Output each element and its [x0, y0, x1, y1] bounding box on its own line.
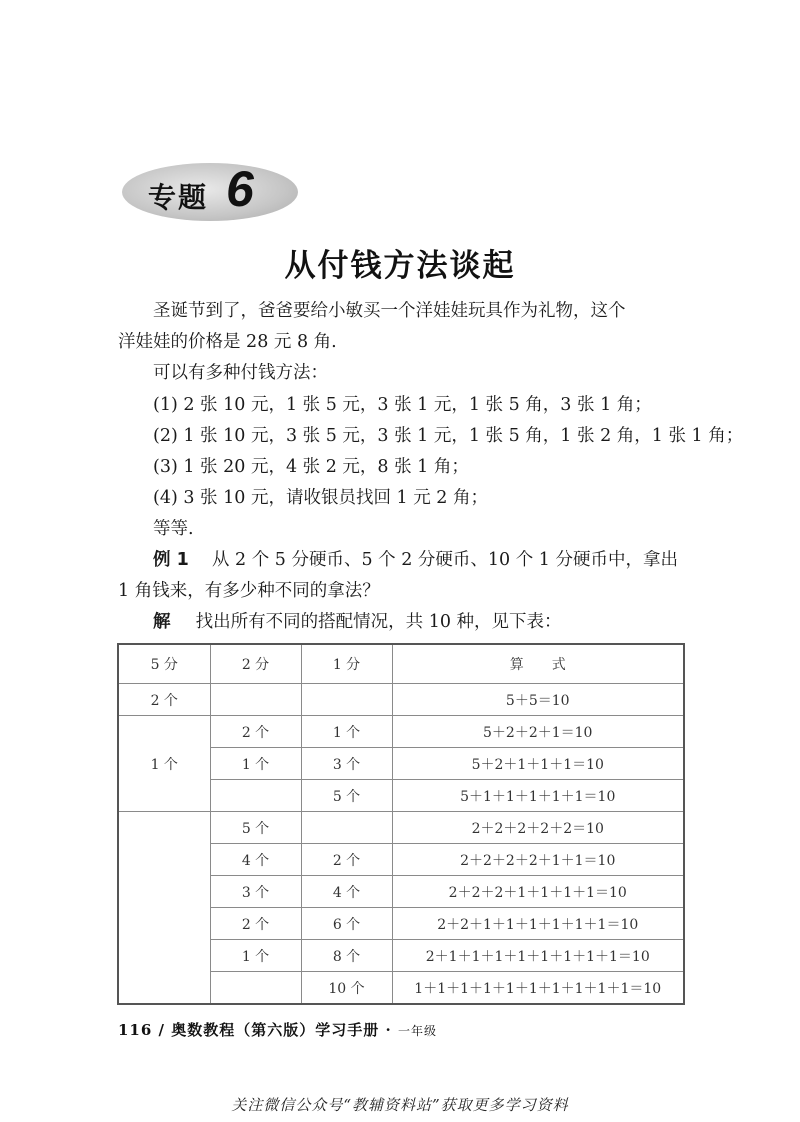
payment-method-1: (1) 2 张 10 元，1 张 5 元，3 张 1 元，1 张 5 角，3 张 1 角； [153, 395, 652, 415]
two-fen-cell [210, 780, 301, 812]
solution-line [118, 610, 693, 634]
table-header: 5 分 [118, 644, 210, 684]
table-header-row [118, 644, 684, 684]
formula-cell: 2＋1＋1＋1＋1＋1＋1＋1＋1＝10 [392, 940, 684, 972]
formula-cell: 5＋1＋1＋1＋1＋1＝10 [392, 780, 684, 812]
table-header: 1 分 [301, 644, 392, 684]
one-fen-cell [301, 812, 392, 844]
one-fen-cell: 1 个 [301, 716, 392, 748]
solution-text: 找出所有不同的搭配情况，共 10 种，见下表： [195, 612, 562, 632]
two-fen-cell: 5 个 [210, 812, 301, 844]
one-fen-cell: 3 个 [301, 748, 392, 780]
five-fen-cell: 2 个 [118, 684, 210, 716]
five-fen-cell: 1 个 [118, 716, 210, 812]
paragraph-line: 洋娃娃的价格是 28 元 8 角. [118, 332, 337, 352]
solution-label: 解 [153, 612, 171, 632]
watermark-text: 关注微信公众号“教辅资料站”获取更多学习资料 [231, 1096, 569, 1114]
two-fen-cell: 3 个 [210, 876, 301, 908]
two-fen-cell [210, 684, 301, 716]
formula-cell: 2＋2＋2＋2＋1＋1＝10 [392, 844, 684, 876]
two-fen-cell [210, 972, 301, 1005]
one-fen-cell: 10 个 [301, 972, 392, 1005]
formula-cell: 5＋5＝10 [392, 684, 684, 716]
one-fen-cell: 6 个 [301, 908, 392, 940]
payment-method-2: (2) 1 张 10 元，3 张 5 元，3 张 1 元，1 张 5 角，1 张 2 角，1 张 1 角； [153, 426, 744, 446]
topic-badge-label: 专题 [148, 181, 209, 214]
payment-method-3: (3) 1 张 20 元，4 张 2 元，8 张 1 角； [153, 457, 469, 477]
two-fen-cell: 4 个 [210, 844, 301, 876]
formula-cell: 1＋1＋1＋1＋1＋1＋1＋1＋1＋1＝10 [392, 972, 684, 1005]
example-label: 例 1 [153, 550, 189, 570]
table-header: 算 式 [392, 644, 684, 684]
table-row [118, 812, 684, 844]
example-text-2: 1 角钱来，有多少种不同的拿法？ [118, 581, 380, 601]
paragraph-line: 等等. [153, 519, 194, 539]
formula-cell: 5＋2＋1＋1＋1＝10 [392, 748, 684, 780]
two-fen-cell: 1 个 [210, 748, 301, 780]
formula-cell: 5＋2＋2＋1＝10 [392, 716, 684, 748]
page-title: 从付钱方法谈起 [284, 248, 516, 284]
example-line-1 [118, 548, 693, 572]
one-fen-cell: 8 个 [301, 940, 392, 972]
one-fen-cell [301, 684, 392, 716]
combinations-table [117, 643, 685, 1005]
book-title: / 奥数教程（第六版）学习手册 · [158, 1021, 392, 1039]
page-footer [118, 1019, 437, 1040]
topic-badge-number: 6 [226, 161, 254, 217]
page-number: 116 [118, 1021, 153, 1039]
payment-method-4: (4) 3 张 10 元，请收银员找回 1 元 2 角； [153, 488, 488, 508]
two-fen-cell: 1 个 [210, 940, 301, 972]
five-fen-cell [118, 812, 210, 1005]
one-fen-cell: 2 个 [301, 844, 392, 876]
table-header: 2 分 [210, 644, 301, 684]
one-fen-cell: 4 个 [301, 876, 392, 908]
example-text-1: 从 2 个 5 分硬币、5 个 2 分硬币、10 个 1 分硬币中，拿出 [211, 550, 679, 570]
formula-cell: 2＋2＋1＋1＋1＋1＋1＋1＝10 [392, 908, 684, 940]
formula-cell: 2＋2＋2＋2＋2＝10 [392, 812, 684, 844]
paragraph-line: 圣诞节到了，爸爸要给小敏买一个洋娃娃玩具作为礼物，这个 [153, 301, 626, 321]
two-fen-cell: 2 个 [210, 908, 301, 940]
grade-label: 一年级 [397, 1024, 437, 1038]
paragraph-line: 可以有多种付钱方法： [153, 363, 328, 383]
one-fen-cell: 5 个 [301, 780, 392, 812]
table-row [118, 684, 684, 716]
two-fen-cell: 2 个 [210, 716, 301, 748]
formula-cell: 2＋2＋2＋1＋1＋1＋1＝10 [392, 876, 684, 908]
table-row [118, 716, 684, 748]
